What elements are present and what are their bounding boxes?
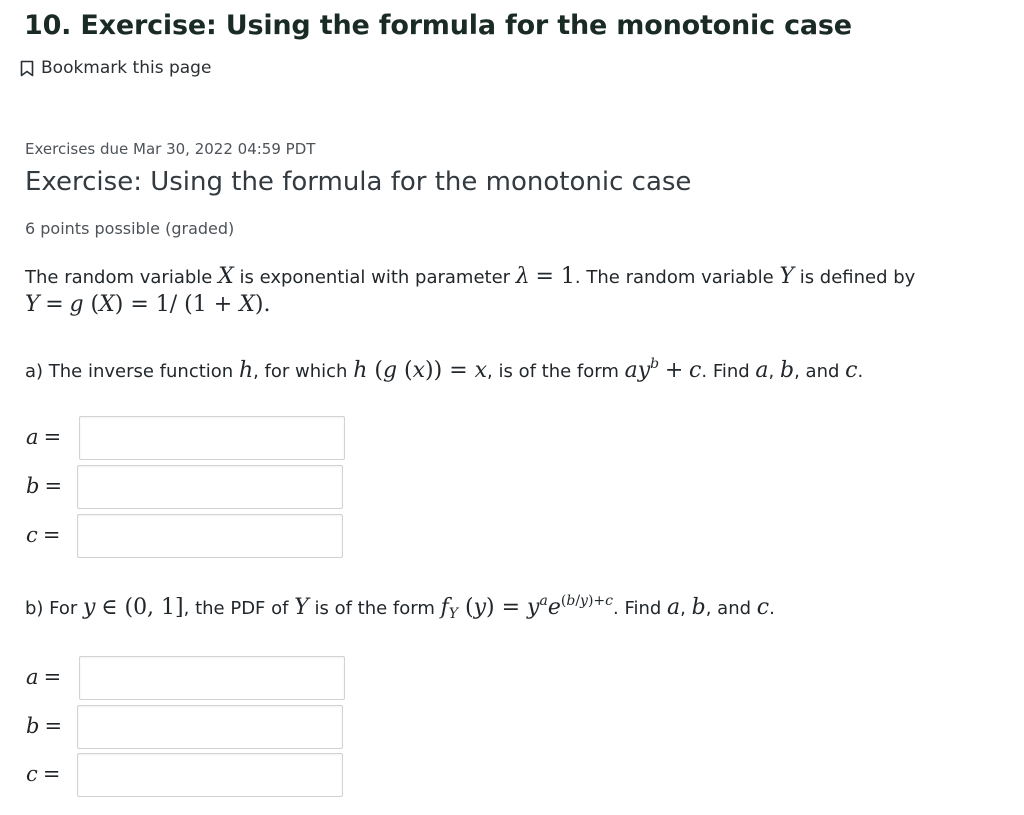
part-a-input-b[interactable] — [77, 465, 343, 509]
part-b-question: b) For y ∈ (0, 1], the PDF of Y is of the form $f_Y$ $(y) = y^ae^{(b/y)+c}$. Find a, b, and c. — [25, 593, 775, 622]
page-title: 10. Exercise: Using the formula for the monotonic case — [24, 10, 852, 41]
problem-statement-line-2: Y = g (X) = 1/ (1 + X). — [25, 292, 271, 317]
part-a-input-a[interactable] — [79, 416, 345, 460]
problem-statement-line-1: The random variable X is exponential with parameter λ = 1. The random variable Y is defined by — [25, 264, 916, 289]
due-date: Exercises due Mar 30, 2022 04:59 PDT — [25, 140, 316, 158]
part-a-label-a: a = — [26, 425, 62, 449]
bookmark-icon — [20, 60, 34, 77]
bookmark-button[interactable] — [20, 58, 211, 78]
part-a-input-c[interactable] — [77, 514, 343, 558]
part-b-label-c: c = — [26, 762, 61, 786]
part-b-input-c[interactable] — [77, 753, 343, 797]
part-a-label-c: c = — [26, 523, 61, 547]
part-b-input-a[interactable] — [79, 656, 345, 700]
problem-title: Exercise: Using the formula for the monotonic case — [25, 167, 692, 197]
bookmark-label: Bookmark this page — [41, 58, 212, 78]
part-a-label-b: b = — [26, 474, 63, 498]
part-b-label-a: a = — [26, 665, 62, 689]
part-b-input-b[interactable] — [77, 705, 343, 749]
part-b-label-b: b = — [26, 714, 63, 738]
points-possible: 6 points possible (graded) — [25, 219, 235, 238]
part-a-question: a) The inverse function h, for which h (g (x)) = x, is of the form $ay^b + c$. Find a, b, and c. — [25, 356, 864, 383]
